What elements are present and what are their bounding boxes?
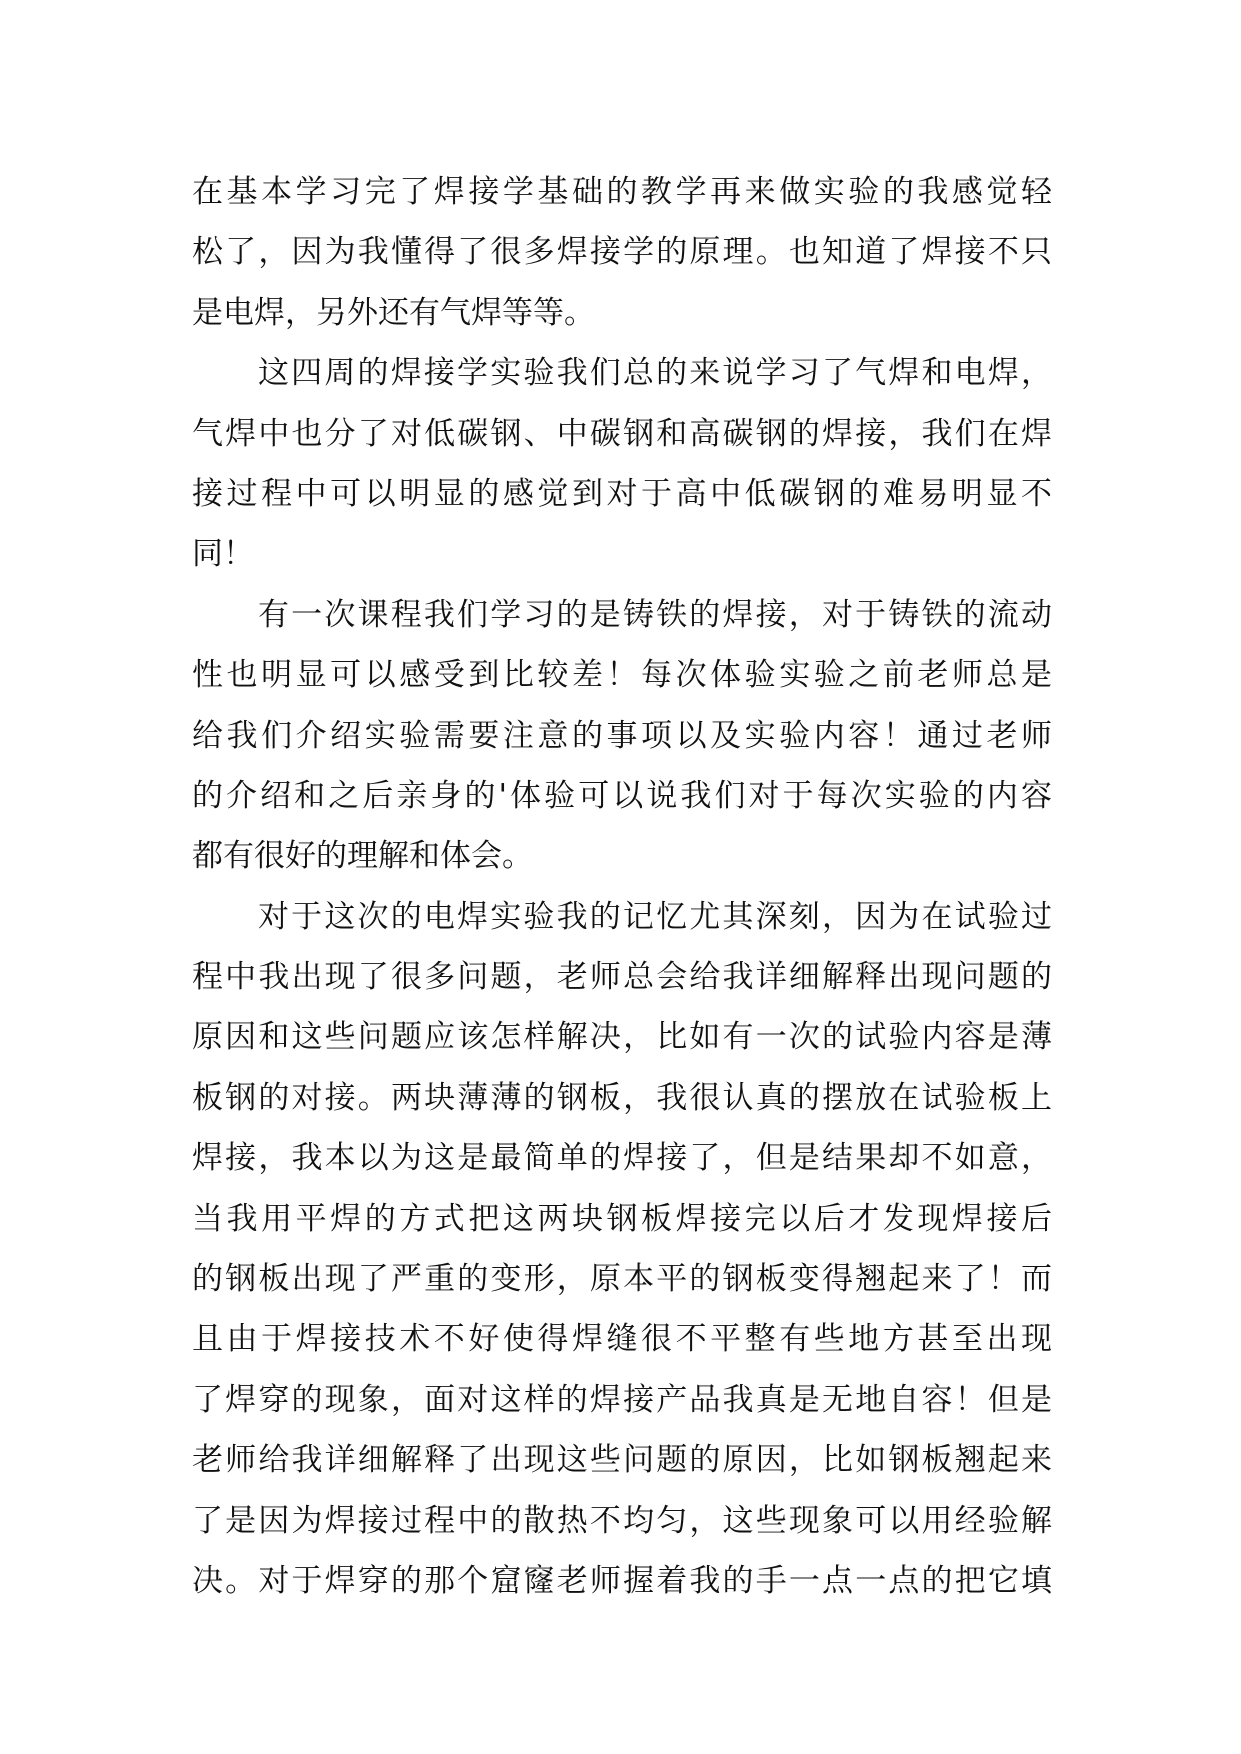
text-line: 程中我出现了很多问题，老师总会给我详细解释出现问题的 [192, 959, 1052, 996]
text-line: 在基本学习完了焊接学基础的教学再来做实验的我感觉轻 [192, 174, 1052, 210]
text-line: 对于这次的电焊实验我的记忆尤其深刻，因为在试验过 [258, 898, 1052, 935]
text-line: 的介绍和之后亲身的'体验可以说我们对于每次实验的内容 [192, 777, 1052, 814]
text-line: 当我用平焊的方式把这两块钢板焊接完以后才发现焊接后 [192, 1200, 1052, 1237]
text-line: 决。对于焊穿的那个窟窿老师握着我的手一点一点的把它填 [192, 1562, 1052, 1599]
text-line: 的钢板出现了严重的变形，原本平的钢板变得翘起来了！而 [192, 1261, 1052, 1298]
text-line: 了是因为焊接过程中的散热不均匀，这些现象可以用经验解 [192, 1502, 1052, 1539]
text-line: 给我们介绍实验需要注意的事项以及实验内容！通过老师 [192, 717, 1052, 754]
text-line: 焊接，我本以为这是最简单的焊接了，但是结果却不如意， [192, 1140, 1052, 1177]
text-line: 气焊中也分了对低碳钢、中碳钢和高碳钢的焊接，我们在焊 [192, 415, 1052, 452]
document-body [192, 162, 1052, 1611]
text-line: 板钢的对接。两块薄薄的钢板，我很认真的摆放在试验板上 [192, 1079, 1052, 1116]
text-line: 老师给我详细解释了出现这些问题的原因，比如钢板翘起来 [192, 1442, 1052, 1479]
text-line: 是电焊，另外还有气焊等等。 [192, 294, 595, 331]
text-line: 有一次课程我们学习的是铸铁的焊接，对于铸铁的流动 [258, 596, 1052, 633]
text-line: 接过程中可以明显的感觉到对于高中低碳钢的难易明显不 [192, 475, 1052, 512]
text-line: 这四周的焊接学实验我们总的来说学习了气焊和电焊， [258, 355, 1052, 392]
text-line: 松了，因为我懂得了很多焊接学的原理。也知道了焊接不只 [192, 234, 1052, 271]
text-line: 原因和这些问题应该怎样解决，比如有一次的试验内容是薄 [192, 1019, 1052, 1056]
text-line: 性也明显可以感受到比较差！每次体验实验之前老师总是 [192, 657, 1052, 694]
text-line: 了焊穿的现象，面对这样的焊接产品我真是无地自容！但是 [192, 1381, 1052, 1418]
text-line: 同！ [192, 536, 254, 573]
text-line: 且由于焊接技术不好使得焊缝很不平整有些地方甚至出现 [192, 1321, 1052, 1358]
text-line: 都有很好的理解和体会。 [192, 838, 533, 875]
